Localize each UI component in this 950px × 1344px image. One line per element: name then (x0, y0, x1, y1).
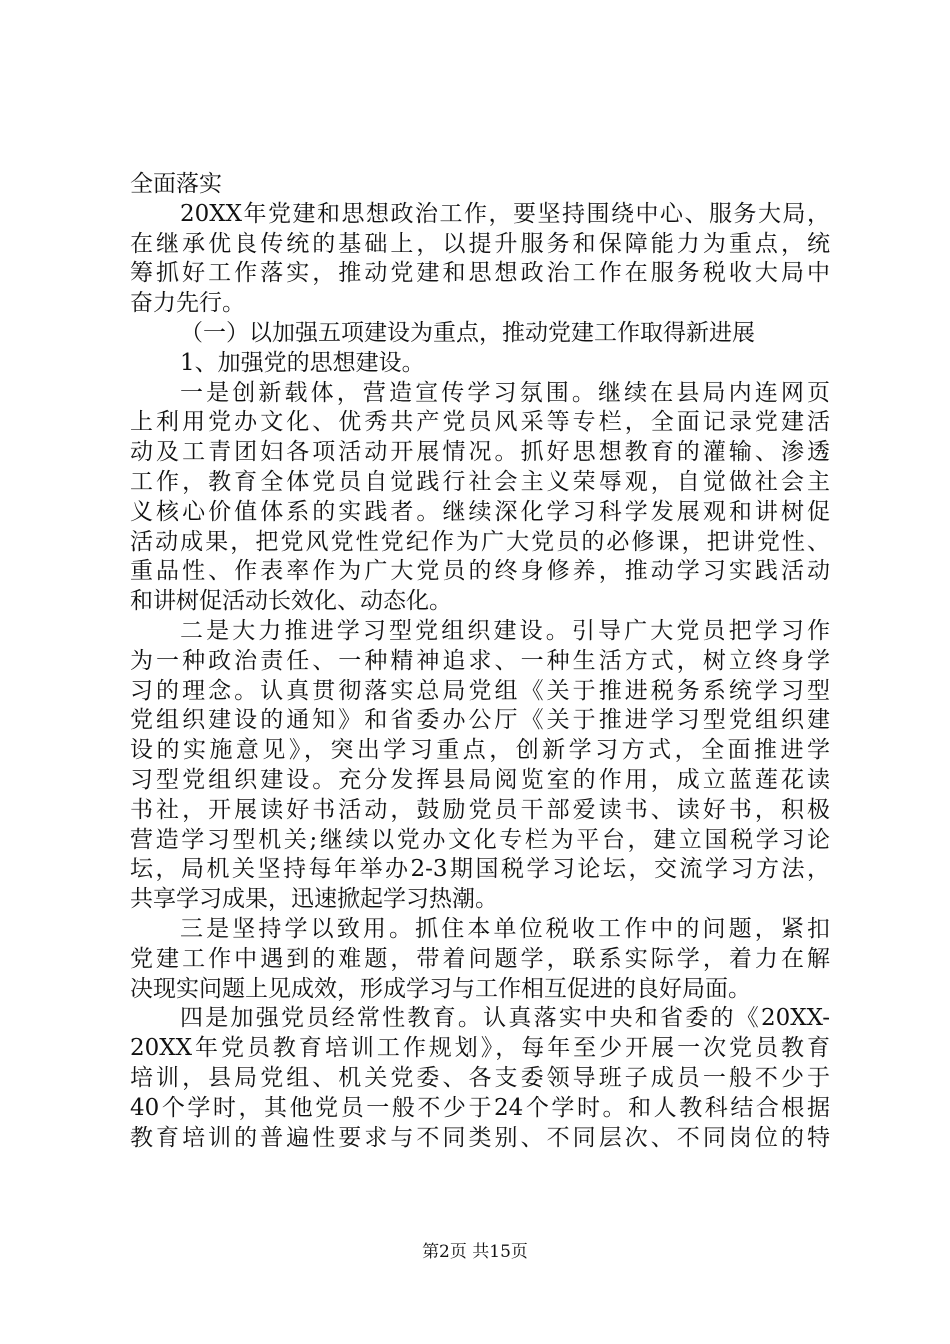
text-line: 重品性、作表率作为广大党员的终身修养，推动学习实践活动 (130, 558, 830, 585)
text-line: 1、加强党的思想建设。 (180, 349, 425, 376)
text-line: 决现实问题上见成效，形成学习与工作相互促进的良好局面。 (130, 975, 751, 1002)
text-line: 全面落实 (130, 171, 222, 197)
text-line: 三是坚持学以致用。抓住本单位税收工作中的问题，紧扣 (180, 915, 830, 942)
text-line: 教育培训的普遍性要求与不同类别、不同层次、不同岗位的特 (130, 1124, 830, 1151)
text-line: 义核心价值体系的实践者。继续深化学习科学发展观和讲树促 (130, 498, 830, 525)
text-line: 习的理念。认真贯彻落实总局党组《关于推进税务系统学习型 (130, 677, 830, 704)
text-line: 设的实施意见》，突出学习重点，创新学习方式，全面推进学 (130, 737, 830, 764)
text-line: 共享学习成果，迅速掀起学习热潮。 (130, 886, 498, 913)
page-number-footer: 第2页 共15页 (422, 1242, 528, 1262)
text-line: 在继承优良传统的基础上，以提升服务和保障能力为重点，统 (130, 230, 830, 257)
text-line: 20XX年党建和思想政治工作，要坚持围绕中心、服务大局， (180, 200, 830, 227)
text-line: 四是加强党员经常性教育。认真落实中央和省委的《20XX- (180, 1005, 830, 1032)
text-line: 一是创新载体，营造宣传学习氛围。继续在县局内连网页 (180, 379, 830, 406)
text-line: 坛，局机关坚持每年举办2-3期国税学习论坛，交流学习方法， (130, 856, 830, 883)
text-line: 和讲树促活动长效化、动态化。 (130, 588, 452, 615)
text-line: 书社，开展读好书活动，鼓励党员干部爱读书、读好书，积极 (130, 796, 830, 823)
text-line: 动及工青团妇各项活动开展情况。抓好思想教育的灌输、渗透 (130, 439, 830, 466)
text-line: （一）以加强五项建设为重点，推动党建工作取得新进展 (180, 319, 755, 346)
text-line: 工作，教育全体党员自觉践行社会主义荣辱观，自觉做社会主 (130, 468, 830, 495)
text-line: 为一种政治责任、一种精神追求、一种生活方式，树立终身学 (130, 647, 830, 674)
text-line: 筹抓好工作落实，推动党建和思想政治工作在服务税收大局中 (130, 260, 830, 287)
text-line: 20XX年党员教育培训工作规划》，每年至少开展一次党员教育 (130, 1035, 830, 1062)
text-line: 活动成果，把党风党性党纪作为广大党员的必修课，把讲党性、 (130, 528, 830, 555)
text-line: 培训，县局党组、机关党委、各支委领导班子成员一般不少于 (130, 1064, 830, 1091)
text-line: 二是大力推进学习型党组织建设。引导广大党员把学习作 (180, 617, 830, 644)
document-body (130, 170, 830, 1153)
text-line: 习型党组织建设。充分发挥县局阅览室的作用，成立蓝莲花读 (130, 766, 830, 793)
text-line: 党建工作中遇到的难题，带着问题学，联系实际学，着力在解 (130, 945, 830, 972)
text-line: 40个学时，其他党员一般不少于24个学时。和人教科结合根据 (130, 1094, 830, 1121)
text-line: 营造学习型机关;继续以党办文化专栏为平台，建立国税学习论 (130, 826, 830, 853)
text-line: 奋力先行。 (130, 290, 245, 317)
text-line: 党组织建设的通知》和省委办公厅《关于推进学习型党组织建 (130, 707, 830, 734)
text-line: 上利用党办文化、优秀共产党员风采等专栏，全面记录党建活 (130, 409, 830, 436)
